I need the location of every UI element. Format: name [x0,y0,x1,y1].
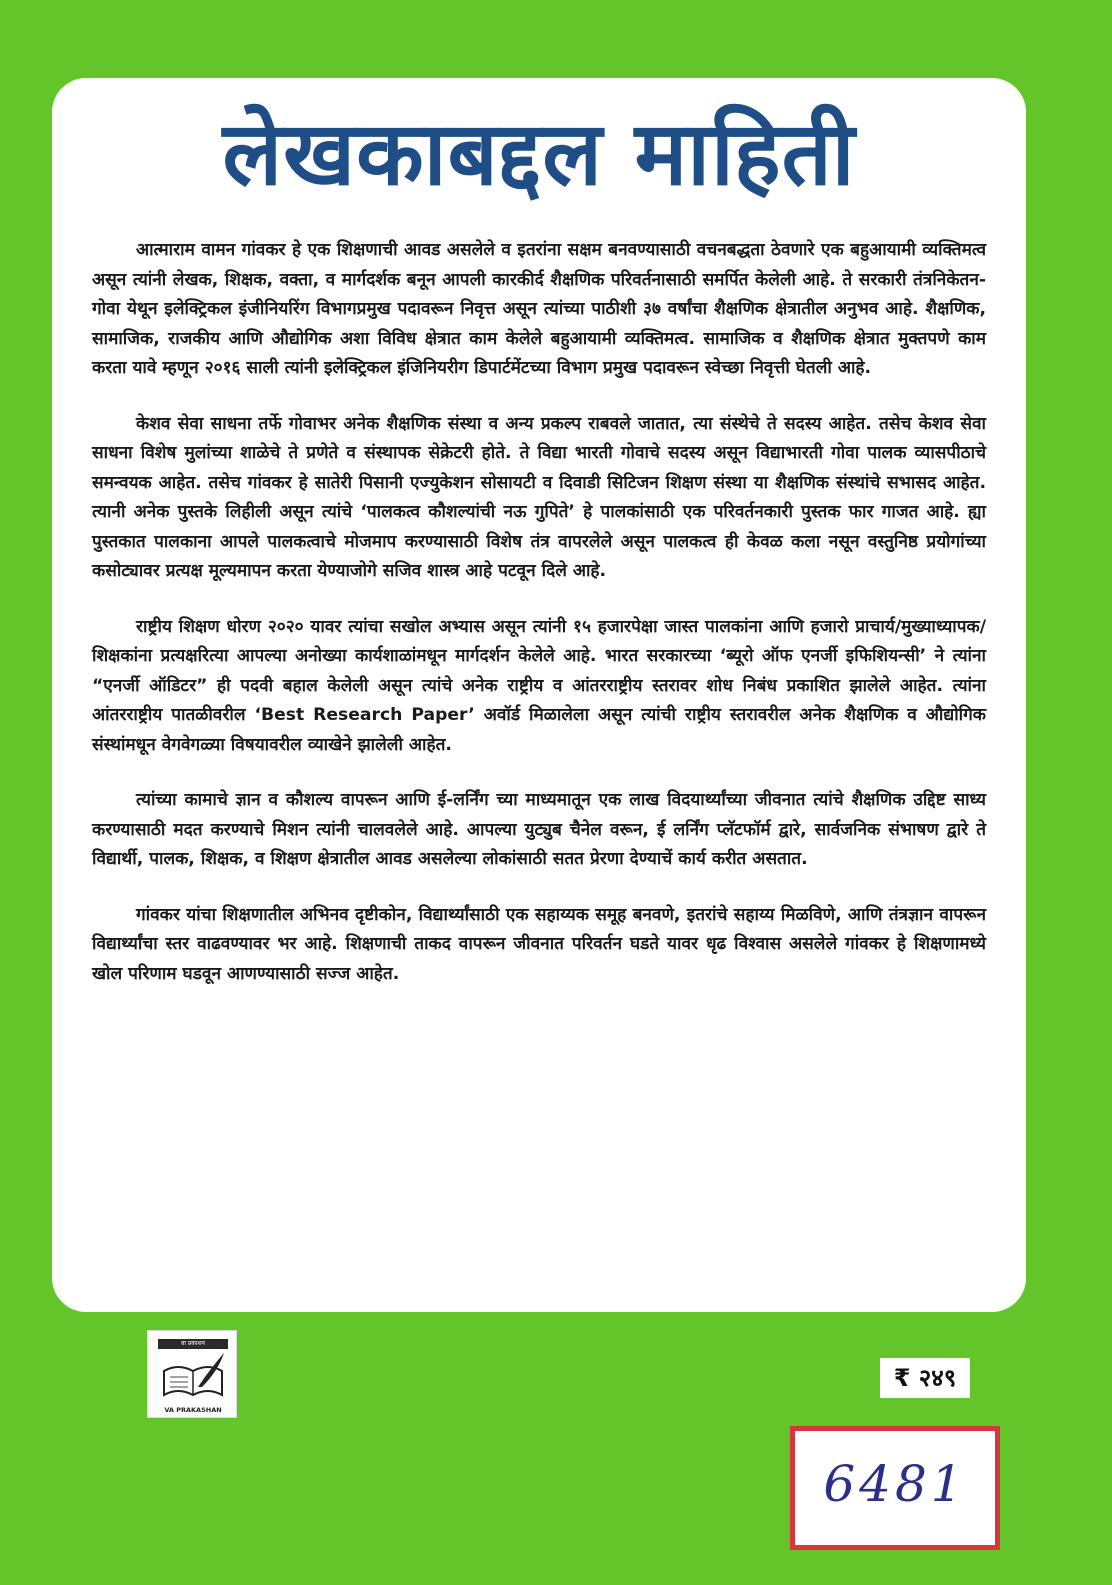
price-label: ₹ २४९ [880,1358,970,1398]
author-bio [92,236,986,989]
publisher-logo [147,1330,237,1418]
bio-paragraph-1: आत्माराम वामन गांवकर हे एक शिक्षणाची आवड असलेले व इतरांना सक्षम बनवण्यासाठी वचनबद्धता ठेवणारे एक बहुआयामी व्यक्तिमत्व असून त्यांनी लेखक, शिक्षक, वक्ता, व मार्गदर्शक बनून आपली कारकीर्द शैक्षणिक परिवर्तनासाठी समर्पित केलेली आहे. ते सरकारी तंत्रनिकेतन-गोवा येथून इलेक्ट्रिकल इंजीनियरिंग विभागप्रमुख पदावरून निवृत्त असून त्यांच्या पाठीशी ३७ वर्षांचा शैक्षणिक क्षेत्रातील अनुभव आहे. शैक्षणिक, सामाजिक, राजकीय आणि औद्योगिक अशा विविध क्षेत्रात काम केलेले बहुआयामी व्यक्तिमत्व. सामाजिक व शैक्षणिक क्षेत्रात मुक्तपणे काम करता यावे म्हणून २०१६ साली त्यांनी इलेक्ट्रिकल इंजिनियरीग डिपार्टमेंटच्या विभाग प्रमुख पदावरून स्वेच्छा निवृत्ती घेतली आहे. [92,240,986,378]
bio-paragraph-2: केशव सेवा साधना तर्फे गोवाभर अनेक शैक्षणिक संस्था व अन्य प्रकल्प राबवले जातात, त्या संस्थेचे ते सदस्य आहेत. तसेच केशव सेवा साधना विशेष मुलांच्या शाळेचे ते प्रणेते व संस्थापक सेक्रेटरी होते. ते विद्या भारती गोवाचे सदस्य असून विद्याभारती गोवा पालक व्यासपीठाचे समन्वयक आहेत. तसेच गांवकर हे सातेरी पिसानी एज्युकेशन सोसायटी व दिवाडी सिटिजन शिक्षण संस्था या शैक्षणिक संस्थांचे सभासद आहेत. त्यानी अनेक पुस्तके लिहीली असून त्यांचे ‘पालकत्व कौशल्यांची नऊ गुपिते’ हे पालकांसाठी एक परिवर्तनकारी पुस्तक फार गाजत आहे. ह्या पुस्तकात पालकाना आपले पालकत्वाचे मोजमाप करण्यासाठी विशेष तंत्र वापरलेले असून पालकत्व ही केवळ कला नसून वस्तुनिष्ठ प्रयोगांच्या कसोट्यावर प्रत्यक्ष मूल्यमापन करता येण्याजोगे सजिव शास्त्र आहे पटवून दिले आहे. [92,413,986,581]
content-card [52,78,1026,1312]
page-title: लेखकाबद्दल माहिती [222,102,856,205]
bio-paragraph-5: गांवकर यांचा शिक्षणातील अभिनव दृष्टीकोन, विद्यार्थ्यांसाठी एक सहाय्यक समूह बनवणे, इतरांचे सहाय्य मिळविणे, आणि तंत्रज्ञान वापरून विद्यार्थ्यांचा स्तर वाढवण्यावर भर आहे. शिक्षणाची ताकद वापरून जीवनात परिवर्तन घडते यावर धृढ विश्वास असलेले गांवकर हे शिक्षणामध्ये खोल परिणाम घडवून आणण्यासाठी सज्ज आहेत. [92,904,986,984]
bio-paragraph-4: त्यांच्या कामाचे ज्ञान व कौशल्य वापरून आणि ई-लर्निंग च्या माध्यमातून एक लाख विदयार्थ्यांच्या जीवनात त्यांचे शैक्षणिक उद्दिष्ट साध्य करण्यासाठी मदत करण्याचे मिशन त्यांनी चालवलेले आहे. आपल्या युट्युब चैनेल वरून, ई लर्निंग प्लॅटफॉर्म द्वारे, सार्वजनिक संभाषण द्वारे ते विद्यार्थी, पालक, शिक्षक, व शिक्षण क्षेत्रातील आवड असलेल्या लोकांसाठी सतत प्रेरणा देण्याचें कार्य करीत असतात. [92,790,986,869]
library-stamp [790,1426,1000,1550]
book-quill-icon [158,1351,228,1403]
bio-paragraph-3: राष्ट्रीय शिक्षण धोरण २०२० यावर त्यांचा सखोल अभ्यास असून त्यांनी १५ हजारपेक्षा जास्त पालकांना आणि हजारो प्राचार्य/मुख्याध्यापक/शिक्षकांना प्रत्यक्षरित्या आपल्या अनोख्या कार्यशाळांमधून मार्गदर्शन केलेले आहे. भारत सरकारच्या ‘ब्यूरो ऑफ एनर्जी इफिशियन्सी’ ने त्यांना “एनर्जी ऑडिटर” ही पदवी बहाल केलेली असून त्यांचे अनेक राष्ट्रीय व आंतरराष्ट्रीय स्तरावर शोध निबंध प्रकाशित झालेले आहेत. त्यांना आंतरराष्ट्रीय पातळीवरील ‘Best Research Paper’ अवॉर्ड मिळालेला असून त्यांची राष्ट्रीय स्तरावरील अनेक शैक्षणिक व औद्योगिक संस्थांमधून वेगवेगळ्या विषयावरील व्याखेने झालेली आहेत. [92,616,986,755]
stamp-number: 6481 [823,1455,967,1513]
publisher-logo-bottom-text: VA PRAKASHAN [164,1406,222,1414]
publisher-logo-top-text: वा प्रकाशन [158,1339,228,1349]
